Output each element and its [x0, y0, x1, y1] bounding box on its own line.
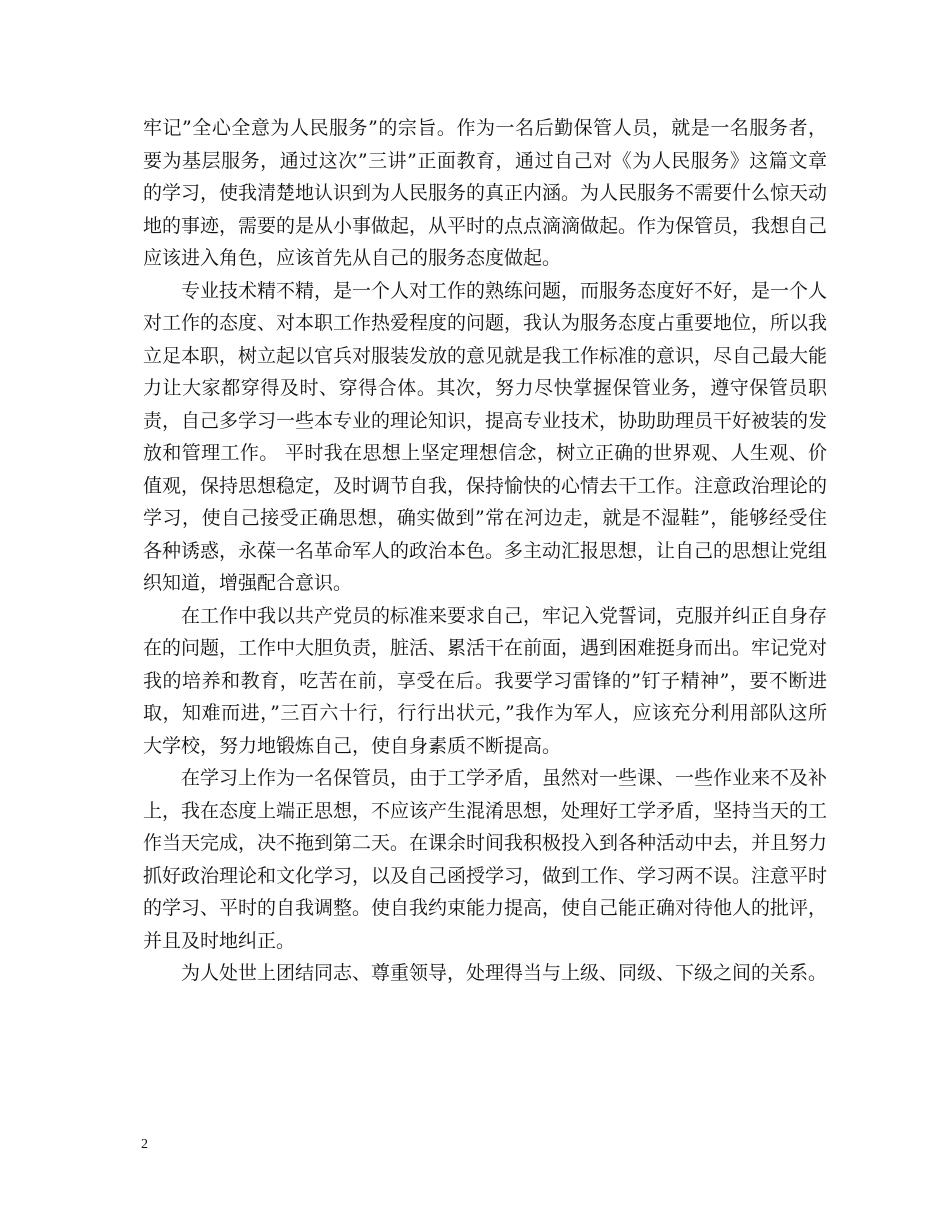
paragraph-professional-skill: 专业技术精不精，是一个人对工作的熟练问题，而服务态度好不好，是一个人对工作的态度、对本职工作热爱程度的问题，我认为服务态度占重要地位，所以我立足本职，树立起以官兵对服装发放的意见就是我工作标准的意识，尽自己最大能力让大家都穿得及时、穿得合体。其次，努力尽快掌握保管业务，遵守保管员职责，自己多学习一些本专业的理论知识，提高专业技术，协助助理员干好被装的发放和管理工作。 平时我在思想上坚定理想信念，树立正确的世界观、人生观、价值观，保持思想稳定，及时调节自我，保持愉快的心情去干工作。注意政治理论的学习，使自己接受正确思想，确实做到”常在河边走，就是不湿鞋”，能够经受住各种诱惑，永葆一名革命军人的政治本色。多主动汇报思想，让自己的思想让党组织知道，增强配合意识。 — [143, 279, 828, 594]
paragraph-relationships: 为人处世上团结同志、尊重领导，处理得当与上级、同级、下级之间的关系。 — [181, 962, 828, 984]
paragraph-party-member-standard: 在工作中我以共产党员的标准来要求自己，牢记入党誓词，克服并纠正自身存在的问题，工作中大胆负责，脏活、累活干在前面，遇到困难挺身而出。牢记党对我的培养和教育，吃苦在前，享受在后。我要学习雷锋的”钉子精神”，要不断进取，知难而进，”三百六十行，行行出状元，”我作为军人，应该充分利用部队这所大学校，努力地锻炼自己，使自身素质不断提高。 — [143, 604, 828, 757]
page-number: 2 — [141, 1137, 148, 1152]
document-body — [143, 112, 827, 990]
paragraph-continuation: 牢记”全心全意为人民服务”的宗旨。作为一名后勤保管人员，就是一名服务者，要为基层服务，通过这次”三讲”正面教育，通过自己对《为人民服务》这篇文章的学习，使我清楚地认识到为人民服务的真正内涵。为人民服务不需要什么惊天动地的事迹，需要的是从小事做起，从平时的点点滴滴做起。作为保管员，我想自己应该进入角色，应该首先从自己的服务态度做起。 — [143, 117, 828, 269]
paragraph-study: 在学习上作为一名保管员，由于工学矛盾，虽然对一些课、一些作业来不及补上，我在态度上端正思想，不应该产生混淆思想，处理好工学矛盾，坚持当天的工作当天完成，决不拖到第二天。在课余时间我积极投入到各种活动中去，并且努力抓好政治理论和文化学习，以及自己函授学习，做到工作、学习两不误。注意平时的学习、平时的自我调整。使自我约束能力提高，使自己能正确对待他人的批评，并且及时地纠正。 — [143, 767, 828, 952]
